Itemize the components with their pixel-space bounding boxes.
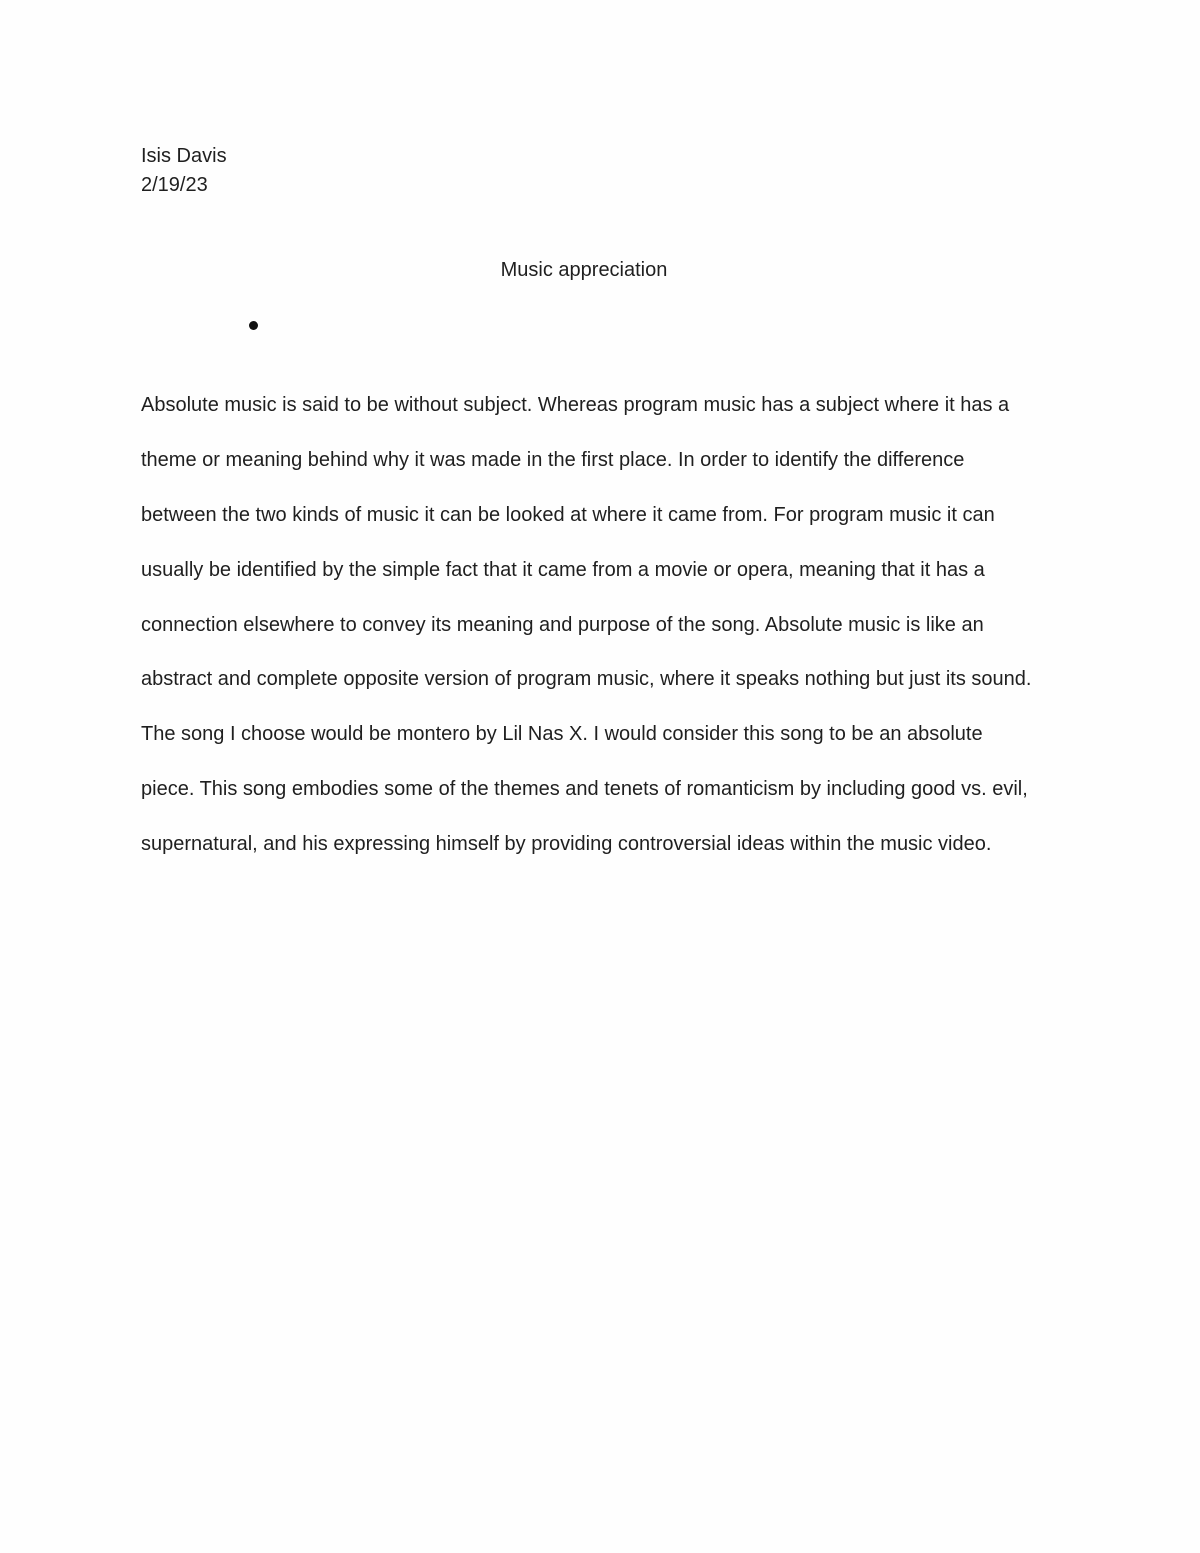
document-date: 2/19/23 (141, 174, 208, 196)
author-name: Isis Davis (141, 145, 227, 167)
body-paragraph (141, 365, 1066, 886)
document-title: Music appreciation (500, 259, 668, 281)
body-line: usually be identified by the simple fact that it came from a movie or opera, meaning that it has a (141, 558, 985, 581)
body-line: connection elsewhere to convey its meaning and purpose of the song. Absolute music is like an (141, 613, 984, 636)
body-line: theme or meaning behind why it was made in the first place. In order to identify the difference (141, 449, 965, 472)
body-line: between the two kinds of music it can be looked at where it came from. For program music it can (141, 504, 995, 527)
body-line: Absolute music is said to be without subject. Whereas program music has a subject where it has a (141, 394, 1010, 417)
bullet-icon (249, 321, 258, 330)
body-line: piece. This song embodies some of the themes and tenets of romanticism by including good vs. evil, (141, 778, 1028, 801)
body-line: abstract and complete opposite version of program music, where it speaks nothing but just its sound. (141, 668, 1032, 691)
body-line: The song I choose would be montero by Lil Nas X. I would consider this song to be an absolute (141, 723, 983, 746)
body-line: supernatural, and his expressing himself by providing controversial ideas within the music video. (141, 832, 992, 855)
